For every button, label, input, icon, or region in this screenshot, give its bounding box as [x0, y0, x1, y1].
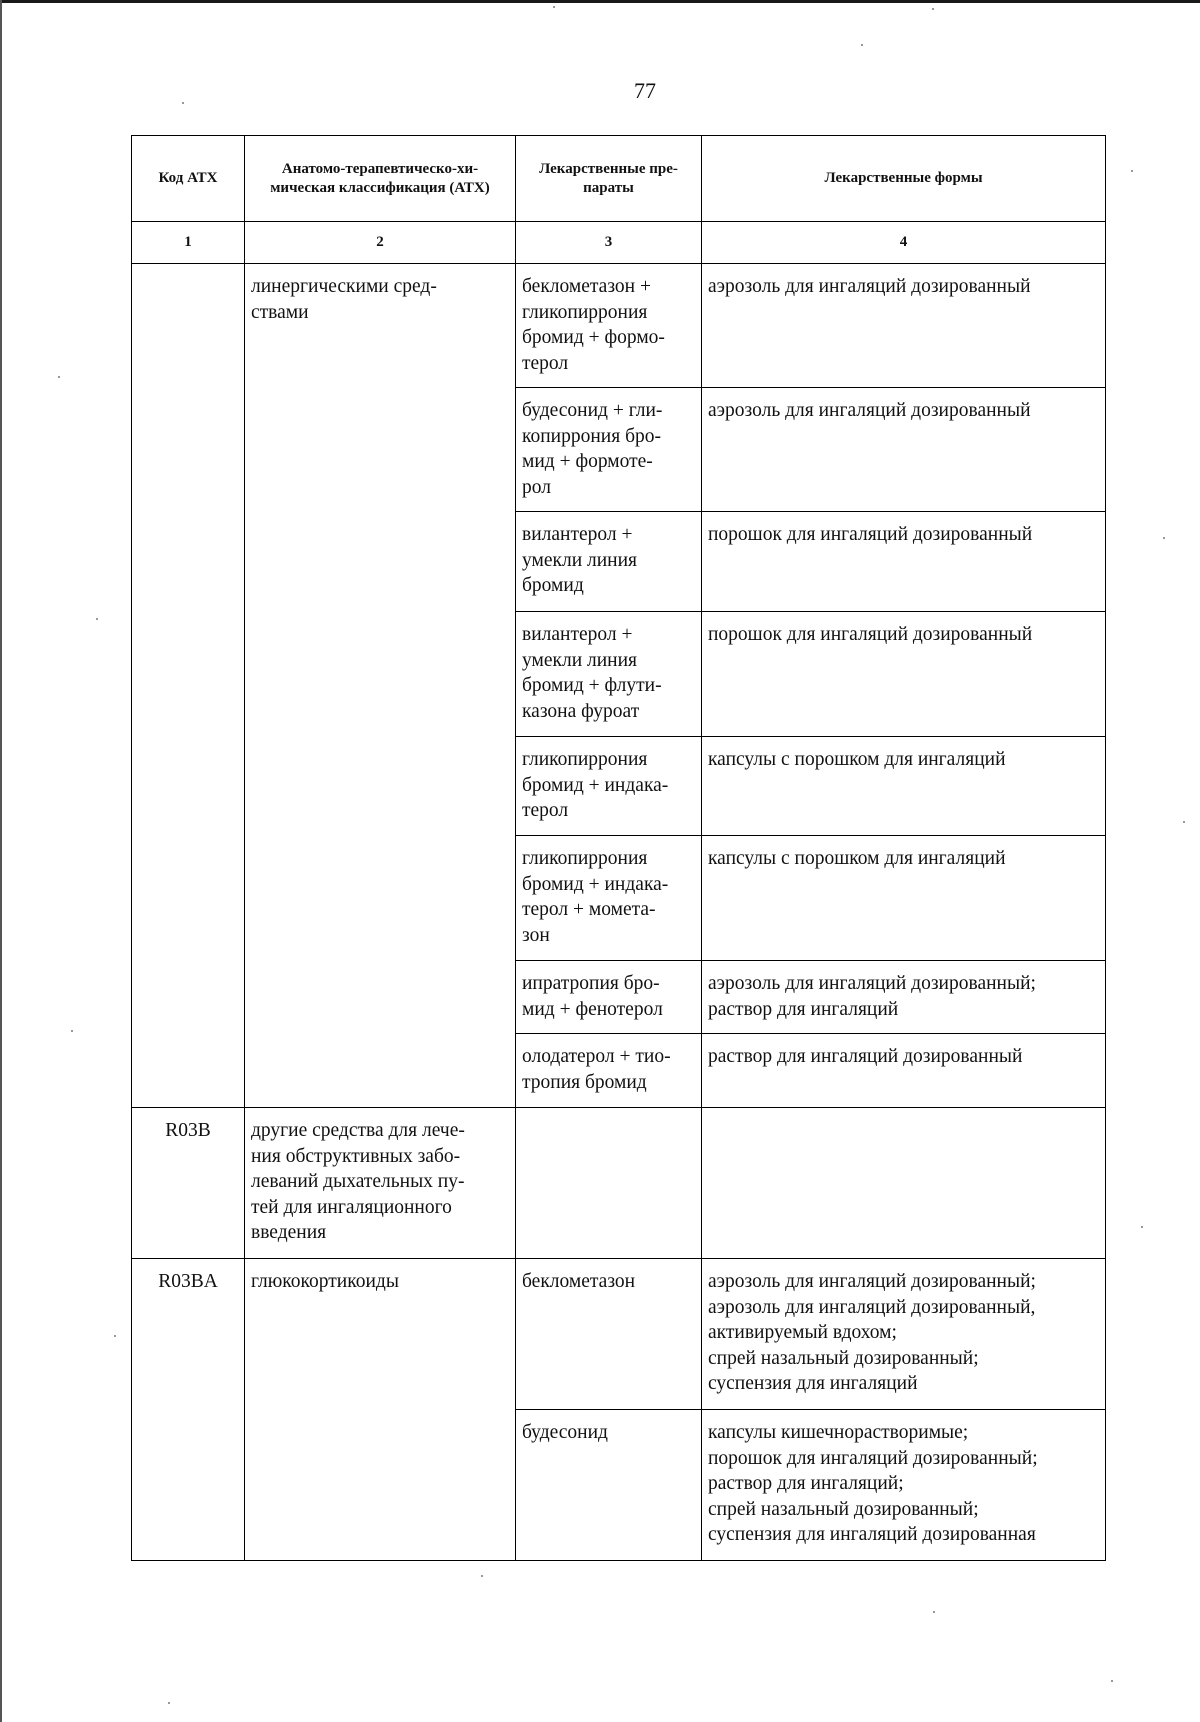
- classification-line: ствами: [251, 301, 309, 323]
- drug-cell: [516, 737, 702, 836]
- form-cell: [702, 512, 1106, 612]
- drug-line: бромид + формо-: [522, 327, 665, 348]
- classification-line: введения: [251, 1222, 327, 1243]
- drug-cell: [516, 388, 702, 512]
- page-number: 77: [634, 78, 656, 103]
- classification-line: линергическими сред-: [251, 276, 437, 297]
- drug-line: гликопиррония: [522, 848, 648, 869]
- classification-cell: [245, 264, 516, 1108]
- drug-line: гликопиррония: [522, 749, 648, 770]
- scan-speck: [932, 8, 934, 10]
- drug-line: олодатерол + тио-: [522, 1046, 671, 1067]
- scan-speck: [1131, 170, 1133, 172]
- scan-speck: [1183, 821, 1185, 823]
- classification-cell: [245, 1108, 516, 1259]
- scan-speck: [58, 376, 60, 378]
- column-number-4: 4: [702, 222, 1106, 264]
- form-cell-empty: [702, 1108, 1106, 1259]
- scan-speck: [1163, 537, 1165, 539]
- classification-line: тей для ингаляционного: [251, 1196, 452, 1218]
- drug-line: терол: [522, 800, 569, 821]
- form-line: капсулы с порошком для ингаляций: [708, 848, 1006, 869]
- scan-speck: [1111, 1680, 1113, 1682]
- atx-code-cell: R03BA: [132, 1259, 245, 1561]
- header-drugs: Лекарственные пре- параты: [516, 136, 702, 222]
- form-line: раствор для ингаляций: [708, 998, 899, 1020]
- drug-line: умекли линия: [522, 549, 638, 571]
- drug-cell: [516, 512, 702, 612]
- scan-speck: [481, 1575, 483, 1577]
- classification-cell: [245, 1259, 516, 1561]
- drug-line: будесонид: [522, 1422, 608, 1443]
- scan-speck: [553, 6, 555, 8]
- form-line: спрей назальный дозированный;: [708, 1498, 979, 1520]
- scan-speck: [933, 1611, 935, 1613]
- header-code: Код АТХ: [132, 136, 245, 222]
- scan-speck: [168, 1702, 170, 1704]
- form-line: порошок для ингаляций дозированный;: [708, 1447, 1038, 1469]
- classification-line: глюкокортикоиды: [251, 1271, 399, 1292]
- drug-cell: [516, 1410, 702, 1561]
- table-row-r03b: [132, 1108, 1106, 1259]
- header-classification: Анатомо-терапевтическо-хи- мическая классификация (АТХ): [245, 136, 516, 222]
- drug-cell: [516, 1034, 702, 1108]
- form-cell: [702, 612, 1106, 737]
- form-line: спрей назальный дозированный;: [708, 1347, 979, 1369]
- drug-cell: [516, 612, 702, 737]
- form-line: раствор для ингаляций дозированный: [708, 1046, 1023, 1067]
- drug-cell-empty: [516, 1108, 702, 1259]
- form-line: аэрозоль для ингаляций дозированный;: [708, 1271, 1036, 1292]
- scan-speck: [1141, 1226, 1143, 1228]
- column-number-row: [132, 222, 1106, 264]
- drug-line: гликопиррония: [522, 301, 648, 323]
- scan-top-edge: [0, 0, 1200, 3]
- drug-line: ипратропия бро-: [522, 973, 660, 994]
- form-cell: [702, 388, 1106, 512]
- drug-line: зон: [522, 924, 550, 946]
- drug-line: умекли линия: [522, 649, 638, 671]
- column-number-1: 1: [132, 222, 245, 264]
- drug-line: мид + фенотерол: [522, 998, 663, 1020]
- form-line: капсулы с порошком для ингаляций: [708, 749, 1006, 770]
- drug-line: казона фуроат: [522, 700, 640, 722]
- drug-line: терол: [522, 352, 569, 374]
- form-cell: [702, 1410, 1106, 1561]
- code-cell-empty: [132, 264, 245, 1108]
- drug-line: бромид + индака-: [522, 774, 669, 796]
- table-row: [132, 264, 1106, 388]
- form-line: аэрозоль для ингаляций дозированный,: [708, 1296, 1036, 1318]
- classification-line: другие средства для лече-: [251, 1120, 465, 1141]
- scan-speck: [71, 1030, 73, 1032]
- scan-speck: [114, 1335, 116, 1337]
- atx-code-cell: R03B: [132, 1108, 245, 1259]
- form-line: суспензия для ингаляций дозированная: [708, 1524, 1036, 1545]
- drug-line: беклометазон: [522, 1271, 636, 1292]
- drug-line: вилантерол +: [522, 624, 633, 645]
- column-number-3: 3: [516, 222, 702, 264]
- scan-speck: [861, 44, 863, 46]
- scan-speck: [96, 618, 98, 620]
- form-cell: [702, 836, 1106, 961]
- table-row-r03ba: [132, 1259, 1106, 1410]
- form-cell: [702, 1259, 1106, 1410]
- form-cell: [702, 1034, 1106, 1108]
- drug-line: мид + формоте-: [522, 451, 653, 472]
- drug-line: тропия бромид: [522, 1071, 647, 1093]
- header-forms: Лекарственные формы: [702, 136, 1106, 222]
- drug-line: беклометазон +: [522, 276, 651, 297]
- drug-line: будесонид + гли-: [522, 400, 663, 421]
- drug-line: бромид + индака-: [522, 873, 669, 895]
- drug-cell: [516, 961, 702, 1034]
- drug-line: рол: [522, 476, 551, 498]
- form-line: аэрозоль для ингаляций дозированный: [708, 276, 1031, 297]
- form-line: аэрозоль для ингаляций дозированный: [708, 400, 1031, 421]
- drug-line: бромид: [522, 575, 584, 596]
- form-cell: [702, 264, 1106, 388]
- classification-line: ния обструктивных забо-: [251, 1145, 461, 1167]
- form-cell: [702, 737, 1106, 836]
- form-line: активируемый вдохом;: [708, 1322, 897, 1343]
- form-line: аэрозоль для ингаляций дозированный;: [708, 973, 1036, 994]
- column-number-2: 2: [245, 222, 516, 264]
- drug-line: терол + момета-: [522, 899, 656, 920]
- atx-table: [131, 135, 1106, 1561]
- form-line: порошок для ингаляций дозированный: [708, 624, 1033, 645]
- form-cell: [702, 961, 1106, 1034]
- drug-cell: [516, 836, 702, 961]
- drug-cell: [516, 1259, 702, 1410]
- drug-line: копиррония бро-: [522, 425, 661, 447]
- scan-speck: [182, 102, 184, 104]
- form-line: капсулы кишечнорастворимые;: [708, 1422, 969, 1443]
- form-line: раствор для ингаляций;: [708, 1473, 904, 1494]
- form-line: суспензия для ингаляций: [708, 1373, 918, 1394]
- classification-line: леваний дыхательных пу-: [251, 1171, 465, 1192]
- form-line: порошок для ингаляций дозированный: [708, 524, 1033, 545]
- drug-line: бромид + флути-: [522, 675, 662, 696]
- header-row: [132, 136, 1106, 222]
- scan-left-edge: [0, 0, 2, 1722]
- drug-line: вилантерол +: [522, 524, 633, 545]
- drug-cell: [516, 264, 702, 388]
